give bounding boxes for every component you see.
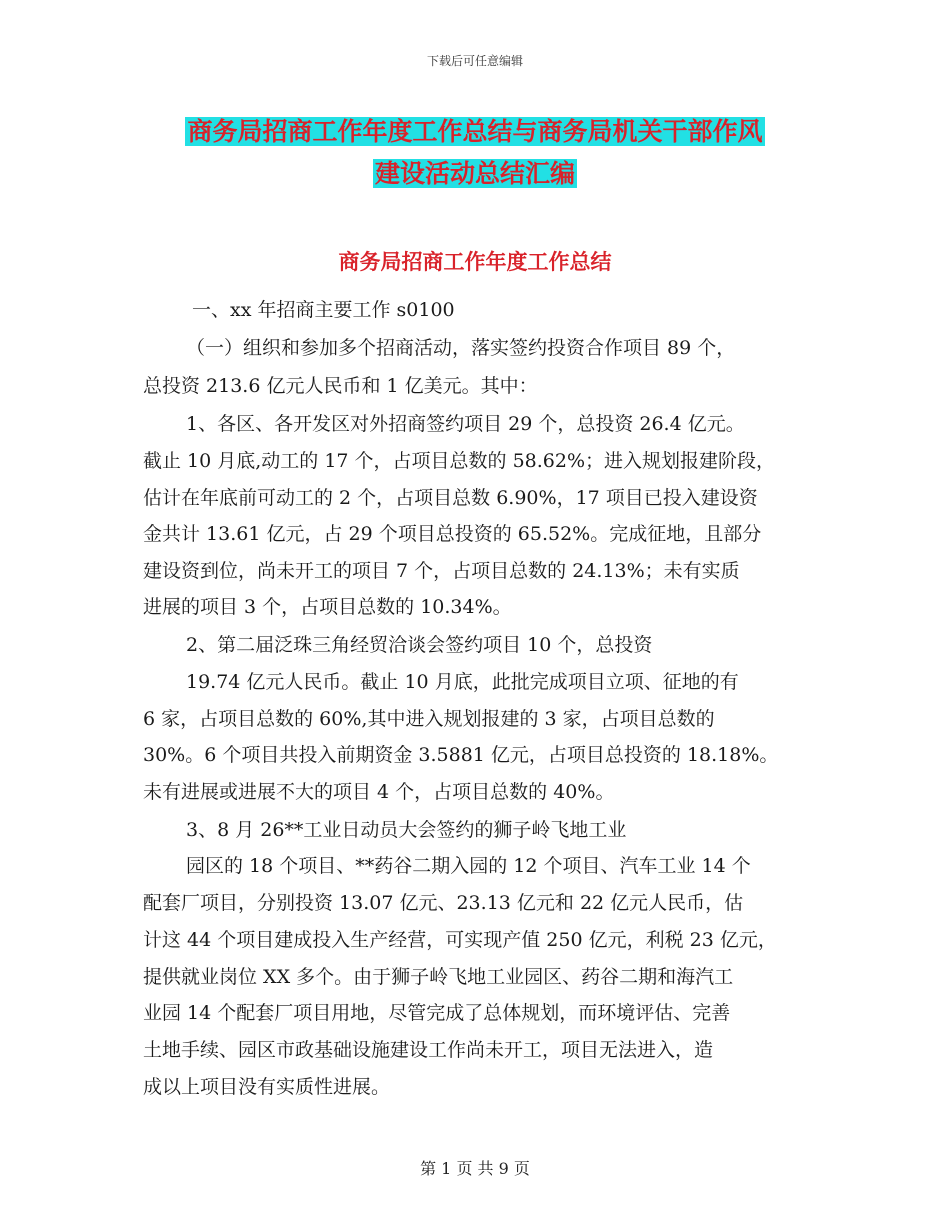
- body-line: 成以上项目没有实质性进展。: [143, 1076, 391, 1098]
- document-title-line-2: [0, 157, 950, 191]
- body-line: 计这 44 个项目建成投入生产经营，可实现产值 250 亿元，利税 23 亿元，: [143, 929, 777, 951]
- body-line: 进展的项目 3 个，占项目总数的 10.34%。: [143, 596, 512, 618]
- body-line: 2、第二届泛珠三角经贸洽谈会签约项目 10 个，总投资: [186, 634, 653, 656]
- body-line: 30%。6 个项目共投入前期资金 3.5881 亿元，占项目总投资的 18.18%。: [143, 744, 779, 766]
- body-line: 园区的 18 个项目、**药谷二期入园的 12 个项目、汽车工业 14 个: [186, 855, 751, 877]
- body-line: （一）组织和参加多个招商活动，落实签约投资合作项目 89 个，: [186, 337, 736, 359]
- document-title-line-1-text: 商务局招商工作年度工作总结与商务局机关干部作风: [187, 117, 763, 146]
- body-line: 6 家，占项目总数的 60%,其中进入规划报建的 3 家，占项目总数的: [143, 708, 715, 730]
- body-line: 3、8 月 26**工业日动员大会签约的狮子岭飞地工业: [186, 819, 627, 841]
- body-line: 一、xx 年招商主要工作 s0100: [192, 299, 455, 321]
- header-note: 下载后可任意编辑: [426, 54, 523, 68]
- body-line: 1、各区、各开发区对外招商签约项目 29 个，总投资 26.4 亿元。: [186, 413, 745, 435]
- body-line: 19.74 亿元人民币。截止 10 月底，此批完成项目立项、征地的有: [186, 671, 739, 693]
- page-footer: 第 1 页 共 9 页: [420, 1159, 530, 1178]
- document-title-line-1: [0, 115, 950, 149]
- body-line: 金共计 13.61 亿元，占 29 个项目总投资的 65.52%。完成征地，且部分: [143, 523, 762, 545]
- body-line: 截止 10 月底,动工的 17 个，占项目总数的 58.62%；进入规划报建阶段，: [143, 450, 776, 472]
- body-line: 总投资 213.6 亿元人民币和 1 亿美元。其中：: [143, 375, 538, 397]
- body-line: 提供就业岗位 XX 多个。由于狮子岭飞地工业园区、药谷二期和海汽工: [143, 966, 734, 988]
- body-line: 业园 14 个配套厂项目用地，尽管完成了总体规划，而环境评估、完善: [143, 1002, 731, 1024]
- body-line: 土地手续、园区市政基础设施建设工作尚未开工，项目无法进入，造: [143, 1039, 714, 1061]
- body-line: 未有进展或进展不大的项目 4 个，占项目总数的 40%。: [143, 781, 615, 803]
- body-line: 配套厂项目，分别投资 13.07 亿元、23.13 亿元和 22 亿元人民币，估: [143, 892, 744, 914]
- body-line: 建设资到位，尚未开工的项目 7 个，占项目总数的 24.13%；未有实质: [143, 560, 740, 582]
- document-title-line-2-text: 建设活动总结汇编: [374, 159, 575, 188]
- section-title: 商务局招商工作年度工作总结: [338, 250, 612, 274]
- body-line: 估计在年底前可动工的 2 个，占项目总数 6.90%，17 项目已投入建设资: [143, 487, 758, 509]
